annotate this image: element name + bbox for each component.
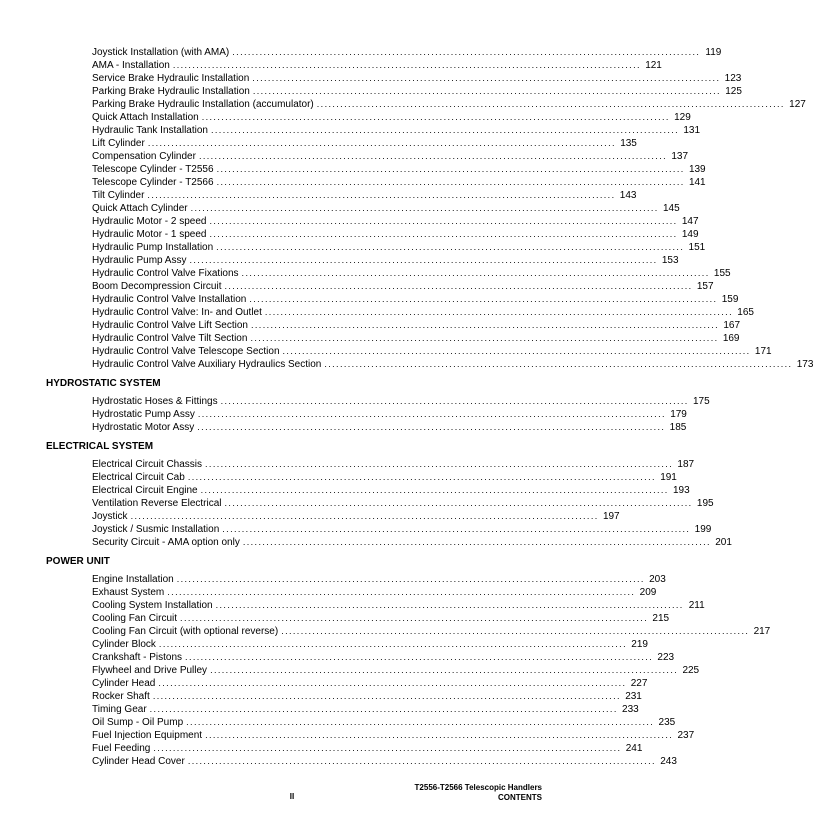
dot-leader: ........................................................................................................................	[201, 112, 670, 122]
dot-leader: ........................................................................................................................	[167, 587, 636, 597]
toc-entry-title: Hydrostatic Motor Assy	[92, 422, 195, 433]
toc-entry-page: 227	[630, 678, 648, 689]
toc-entry-title: Hydraulic Control Valve Tilt Section	[92, 333, 248, 344]
section-heading: HYDROSTATIC SYSTEM	[46, 378, 161, 389]
toc-entry-page: 129	[674, 112, 691, 123]
toc-entry-page: 159	[721, 294, 739, 305]
dot-leader: ........................................................................................................................	[216, 177, 685, 187]
dot-leader: ........................................................................................................................	[209, 229, 678, 239]
toc-entry[interactable]	[92, 176, 706, 189]
toc-entry-title: Hydraulic Tank Installation	[92, 125, 208, 136]
dot-leader: ........................................................................................................................	[252, 73, 721, 83]
toc-entry-page: 185	[669, 422, 687, 433]
toc-entry-page: 149	[681, 229, 699, 240]
toc-entry-page: 139	[688, 164, 706, 175]
dot-leader: ........................................................................................................................	[216, 164, 685, 174]
toc-entry-page: 197	[602, 511, 620, 522]
dot-leader: ........................................................................................................................	[189, 255, 658, 265]
toc-entry[interactable]	[92, 111, 691, 124]
toc-entry-page: 131	[683, 125, 701, 136]
toc-entry-title: Hydraulic Control Valve Lift Section	[92, 320, 248, 331]
toc-entry[interactable]	[92, 625, 771, 638]
dot-leader: ........................................................................................................................	[316, 99, 785, 109]
dot-leader: ........................................................................................................................	[130, 511, 599, 521]
toc-entry-title: Engine Installation	[92, 574, 174, 585]
toc-entry[interactable]	[92, 85, 742, 98]
dot-leader: ........................................................................................................................	[224, 498, 693, 508]
toc-entry[interactable]	[92, 716, 676, 729]
section-heading: ELECTRICAL SYSTEM	[46, 441, 154, 452]
toc-entry-page: 155	[713, 268, 731, 279]
toc-entry-title: Fuel Feeding	[92, 743, 151, 754]
footer-page-number: II	[289, 792, 295, 801]
section-heading: POWER UNIT	[46, 556, 110, 567]
toc-entry-title: Cylinder Head Cover	[92, 756, 185, 767]
table-of-contents	[0, 46, 813, 768]
toc-entry-page: 219	[631, 639, 648, 650]
toc-entry-title: Joystick Installation (with AMA)	[92, 47, 230, 58]
toc-entry[interactable]	[92, 228, 699, 241]
toc-entry-page: 125	[725, 86, 742, 97]
toc-entry[interactable]	[92, 573, 666, 586]
toc-entry[interactable]	[92, 241, 706, 254]
toc-entry-title: Fuel Injection Equipment	[92, 730, 203, 741]
toc-entry-page: 141	[688, 177, 706, 188]
toc-entry[interactable]	[92, 395, 710, 408]
toc-entry-title: Electrical Circuit Cab	[92, 472, 185, 483]
toc-entry[interactable]	[92, 510, 620, 523]
toc-entry-title: Lift Cylinder	[92, 138, 145, 149]
toc-entry[interactable]	[92, 690, 642, 703]
toc-entry-title: Telescope Cylinder - T2556	[92, 164, 214, 175]
toc-entry-title: Hydraulic Motor - 2 speed	[92, 216, 207, 227]
toc-entry-title: Hydraulic Control Valve Telescope Section	[92, 346, 280, 357]
toc-entry-page: 123	[724, 73, 742, 84]
toc-entry-page: 203	[649, 574, 666, 585]
toc-entry-title: Electrical Circuit Chassis	[92, 459, 203, 470]
toc-entry-title: Hydrostatic Pump Assy	[92, 409, 195, 420]
dot-leader: ........................................................................................................................	[147, 190, 616, 200]
toc-entry[interactable]	[92, 280, 714, 293]
toc-entry[interactable]	[92, 408, 687, 421]
toc-entry[interactable]	[92, 471, 677, 484]
toc-entry[interactable]	[92, 703, 639, 716]
dot-leader: ........................................................................................................................	[211, 125, 680, 135]
toc-entry[interactable]	[92, 664, 700, 677]
footer-section-name: CONTENTS	[498, 793, 542, 802]
toc-entry-page: 143	[619, 190, 637, 201]
toc-entry-title: Electrical Circuit Engine	[92, 485, 198, 496]
toc-entry-title: Oil Sump - Oil Pump	[92, 717, 184, 728]
toc-entry[interactable]	[92, 484, 690, 497]
dot-leader: ........................................................................................................................	[185, 652, 654, 662]
dot-leader: ........................................................................................................................	[264, 307, 733, 317]
dot-leader: ........................................................................................................................	[200, 485, 669, 495]
toc-entry[interactable]	[92, 536, 732, 549]
toc-entry[interactable]	[92, 254, 679, 267]
toc-entry[interactable]	[92, 421, 687, 434]
dot-leader: ........................................................................................................................	[197, 409, 666, 419]
toc-entry-title: Hydraulic Pump Assy	[92, 255, 187, 266]
dot-leader: ........................................................................................................................	[242, 537, 711, 547]
footer-doc-title: T2556-T2566 Telescopic Handlers	[414, 783, 542, 792]
dot-leader: ........................................................................................................................	[176, 574, 645, 584]
toc-entry-title: Tilt Cylinder	[92, 190, 145, 201]
toc-entry[interactable]	[92, 306, 754, 319]
toc-entry-title: Boom Decompression Circuit	[92, 281, 222, 292]
dot-leader: ........................................................................................................................	[209, 216, 678, 226]
toc-entry-page: 223	[657, 652, 675, 663]
toc-entry[interactable]	[92, 202, 680, 215]
toc-entry[interactable]	[92, 497, 714, 510]
toc-entry-title: Exhaust System	[92, 587, 165, 598]
toc-entry[interactable]	[92, 46, 722, 59]
toc-entry-title: Timing Gear	[92, 704, 147, 715]
toc-entry[interactable]	[92, 319, 741, 332]
toc-entry-title: Quick Attach Installation	[92, 112, 199, 123]
toc-entry-page: 171	[754, 346, 772, 357]
dot-leader: ........................................................................................................................	[205, 459, 674, 469]
toc-entry[interactable]	[92, 150, 689, 163]
toc-entry-title: Parking Brake Hydraulic Installation	[92, 86, 250, 97]
toc-entry-page: 211	[688, 600, 705, 611]
dot-leader: ........................................................................................................................	[158, 678, 627, 688]
toc-entry[interactable]	[92, 677, 648, 690]
toc-entry-title: Security Circuit - AMA option only	[92, 537, 240, 548]
toc-entry-page: 147	[681, 216, 699, 227]
toc-entry-page: 165	[737, 307, 754, 318]
toc-entry[interactable]	[92, 755, 677, 768]
toc-entry-page: 127	[789, 99, 806, 110]
dot-leader: ........................................................................................................................	[153, 743, 622, 753]
dot-leader: ........................................................................................................................	[187, 756, 656, 766]
dot-leader: ........................................................................................................................	[241, 268, 710, 278]
toc-entry-title: Hydraulic Control Valve: In- and Outlet	[92, 307, 262, 318]
dot-leader: ........................................................................................................................	[147, 138, 616, 148]
toc-entry-title: Joystick / Susmic Installation	[92, 524, 220, 535]
toc-entry[interactable]	[92, 612, 670, 625]
toc-entry-title: Service Brake Hydraulic Installation	[92, 73, 250, 84]
toc-entry-title: Hydraulic Motor - 1 speed	[92, 229, 207, 240]
dot-leader: ........................................................................................................................	[249, 294, 718, 304]
toc-entry-title: Hydraulic Control Valve Fixations	[92, 268, 239, 279]
toc-entry-page: 157	[696, 281, 714, 292]
toc-entry-title: Rocker Shaft	[92, 691, 150, 702]
toc-entry[interactable]	[92, 293, 739, 306]
dot-leader: ........................................................................................................................	[197, 422, 666, 432]
dot-leader: ........................................................................................................................	[282, 346, 751, 356]
dot-leader: ........................................................................................................................	[252, 86, 721, 96]
toc-entry-page: 153	[661, 255, 679, 266]
toc-entry[interactable]	[92, 267, 731, 280]
toc-entry-page: 145	[662, 203, 680, 214]
toc-entry-page: 233	[622, 704, 639, 715]
toc-entry-title: Hydraulic Control Valve Installation	[92, 294, 247, 305]
toc-entry-title: Cylinder Head	[92, 678, 156, 689]
toc-entry-page: 169	[722, 333, 740, 344]
toc-entry-page: 173	[796, 359, 813, 370]
dot-leader: ........................................................................................................................	[215, 600, 684, 610]
toc-entry-title: Crankshaft - Pistons	[92, 652, 183, 663]
toc-entry-title: Cooling Fan Circuit (with optional reverse)	[92, 626, 279, 637]
dot-leader: ........................................................................................................................	[190, 203, 659, 213]
dot-leader: ........................................................................................................................	[172, 60, 641, 70]
toc-entry-title: Compensation Cylinder	[92, 151, 196, 162]
toc-entry-title: Joystick	[92, 511, 128, 522]
toc-entry-page: 151	[688, 242, 706, 253]
toc-entry-page: 241	[625, 743, 643, 754]
dot-leader: ........................................................................................................................	[216, 242, 685, 252]
toc-entry-page: 119	[705, 47, 722, 58]
toc-entry-title: Cooling Fan Circuit	[92, 613, 178, 624]
toc-entry[interactable]	[92, 332, 740, 345]
toc-entry[interactable]	[92, 599, 705, 612]
toc-entry-page: 231	[625, 691, 642, 702]
toc-entry-title: Quick Attach Cylinder	[92, 203, 188, 214]
toc-entry-page: 215	[652, 613, 670, 624]
toc-entry[interactable]	[92, 742, 643, 755]
toc-entry-page: 199	[694, 524, 712, 535]
toc-entry-page: 121	[645, 60, 662, 71]
toc-entry-title: Hydraulic Pump Installation	[92, 242, 214, 253]
toc-entry[interactable]	[92, 189, 637, 202]
dot-leader: ........................................................................................................................	[149, 704, 618, 714]
dot-leader: ........................................................................................................................	[180, 613, 649, 623]
toc-entry-page: 195	[696, 498, 714, 509]
dot-leader: ........................................................................................................................	[324, 359, 793, 369]
toc-entry-title: Flywheel and Drive Pulley	[92, 665, 208, 676]
toc-entry[interactable]	[92, 59, 662, 72]
toc-entry-title: Cylinder Block	[92, 639, 156, 650]
dot-leader: ........................................................................................................................	[281, 626, 750, 636]
dot-leader: ........................................................................................................................	[152, 691, 621, 701]
dot-leader: ........................................................................................................................	[250, 333, 719, 343]
dot-leader: ........................................................................................................................	[232, 47, 701, 57]
toc-entry-page: 243	[660, 756, 677, 767]
dot-leader: ........................................................................................................................	[224, 281, 693, 291]
dot-leader: ........................................................................................................................	[198, 151, 668, 161]
toc-entry-page: 187	[677, 459, 695, 470]
toc-entry-title: Parking Brake Hydraulic Installation (accumulator)	[92, 99, 314, 110]
toc-entry-page: 135	[620, 138, 637, 149]
toc-entry-title: AMA - Installation	[92, 60, 170, 71]
toc-entry-page: 217	[753, 626, 771, 637]
toc-entry-page: 237	[677, 730, 695, 741]
toc-entry-page: 167	[723, 320, 741, 331]
toc-entry-page: 179	[670, 409, 687, 420]
toc-entry[interactable]	[92, 72, 742, 85]
toc-entry-title: Ventilation Reverse Electrical	[92, 498, 222, 509]
toc-entry[interactable]	[92, 215, 699, 228]
toc-entry-title: Cooling System Installation	[92, 600, 213, 611]
toc-entry[interactable]	[92, 729, 695, 742]
dot-leader: ........................................................................................................................	[210, 665, 679, 675]
toc-entry[interactable]	[92, 638, 648, 651]
toc-entry-title: Hydrostatic Hoses & Fittings	[92, 396, 218, 407]
toc-entry[interactable]	[92, 345, 772, 358]
toc-entry-page: 209	[639, 587, 657, 598]
dot-leader: ........................................................................................................................	[222, 524, 691, 534]
toc-entry[interactable]	[92, 163, 706, 176]
toc-entry[interactable]	[92, 586, 657, 599]
toc-entry-page: 235	[658, 717, 676, 728]
toc-entry[interactable]	[92, 458, 695, 471]
toc-entry-title: Hydraulic Control Valve Auxiliary Hydraulics Section	[92, 359, 322, 370]
toc-entry-page: 137	[671, 151, 689, 162]
toc-entry-page: 193	[672, 485, 690, 496]
toc-entry[interactable]	[92, 358, 813, 371]
dot-leader: ........................................................................................................................	[187, 472, 656, 482]
dot-leader: ........................................................................................................................	[205, 730, 674, 740]
dot-leader: ........................................................................................................................	[251, 320, 720, 330]
toc-entry-title: Telescope Cylinder - T2566	[92, 177, 214, 188]
toc-entry-page: 175	[692, 396, 710, 407]
toc-entry[interactable]	[92, 137, 637, 150]
toc-entry[interactable]	[92, 124, 701, 137]
dot-leader: ........................................................................................................................	[158, 639, 627, 649]
toc-entry-page: 225	[682, 665, 700, 676]
toc-entry[interactable]	[92, 651, 675, 664]
toc-entry-page: 201	[715, 537, 732, 548]
toc-entry-page: 191	[660, 472, 677, 483]
dot-leader: ........................................................................................................................	[220, 396, 689, 406]
toc-entry[interactable]	[92, 523, 712, 536]
dot-leader: ........................................................................................................................	[186, 717, 655, 727]
toc-entry[interactable]	[92, 98, 806, 111]
